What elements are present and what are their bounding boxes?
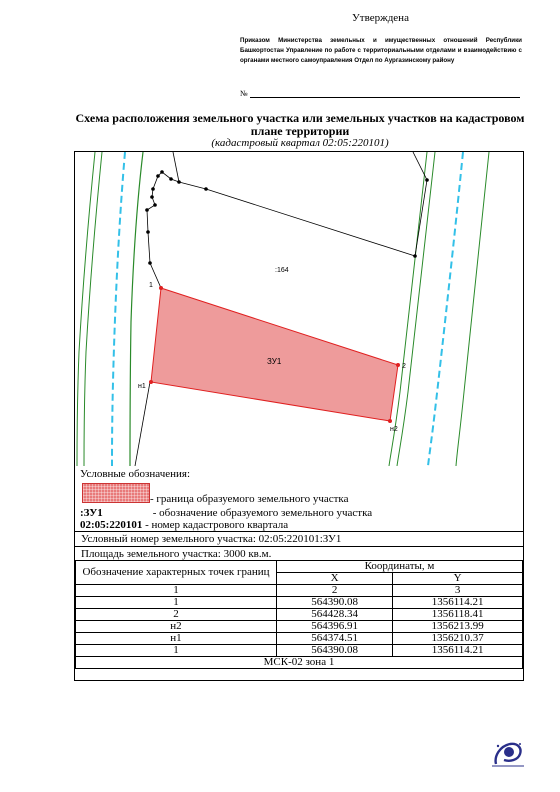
header-y: Y [393,573,523,585]
header-coords: Координаты, м [277,561,523,573]
point-label-n1: н1 [138,383,146,390]
number-blank [250,88,520,98]
legend-quarter-text: - номер кадастрового квартала [145,519,289,531]
header-points: Обозначение характерных точек границ [76,561,277,585]
x-cell: 564374.51 [277,633,393,645]
new-parcel-zu1 [151,288,398,421]
table-index-row [76,585,523,597]
y-cell: 1356213.99 [393,621,523,633]
point-label-1: 1 [149,282,153,289]
order-text: Приказом Министерства земельных и имущественных отношений Республики Башкортостан Управление по работе с территориальными отделами и взаимодействию с органами местного самоуправления Отдел по Аургазинскому району [240,37,522,64]
legend-designation-code: :ЗУ1 [80,507,103,519]
approved-label: Утверждена [352,12,409,24]
table-row [76,621,523,633]
road-line [130,152,143,466]
emblem-logo-icon [490,738,526,768]
point-label-n2: н2 [390,426,398,433]
legend-designation-text: - обозначение образуемого земельного участка [152,507,373,519]
point-cell: н2 [76,621,277,633]
cadastral-map [75,152,523,466]
road-line [84,152,102,466]
index-cell: 1 [76,585,277,597]
y-cell: 1356118.41 [393,609,523,621]
existing-parcel-top [173,152,179,182]
number-sign: № [240,89,248,98]
table-row [76,645,523,657]
info-block [75,531,523,561]
legend-designation-row [80,507,520,519]
legend-quarter-code: 02:05:220101 [80,519,143,531]
y-cell: 1356114.21 [393,645,523,657]
x-cell: 564428.34 [277,609,393,621]
y-cell: 1356114.21 [393,597,523,609]
index-cell: 3 [393,585,523,597]
point-cell: 1 [76,597,277,609]
document-title: Схема расположения земельного участка или земельных участков на кадастровом плане территории [75,111,525,138]
road-line [397,152,435,466]
x-cell: 564390.08 [277,597,393,609]
legend-boundary-text: - граница образуемого земельного участка [150,493,349,505]
index-cell: 2 [277,585,393,597]
document-subtitle: (кадастровый квартал 02:05:220101) [211,137,389,149]
table-row [76,609,523,621]
point-cell: 2 [76,609,277,621]
parcel-area: Площадь земельного участка: 3000 кв.м. [75,546,523,561]
coordinates-table [75,560,523,669]
road-line [389,152,427,466]
legend-title: Условные обозначения: [80,468,191,480]
water-line [428,152,463,466]
point-cell: 1 [76,645,277,657]
road-line [456,152,489,466]
order-number-line [240,88,520,98]
coordinate-system: МСК-02 зона 1 [76,657,523,669]
y-cell: 1356210.37 [393,633,523,645]
existing-parcel-label: :164 [275,267,289,274]
water-line [112,152,125,466]
x-cell: 564396.91 [277,621,393,633]
table-row [76,597,523,609]
table-footer-row [76,657,523,669]
point-cell: н1 [76,633,277,645]
conditional-number: Условный номер земельного участка: 02:05:220101:ЗУ1 [75,531,523,546]
legend-quarter-row [80,519,520,531]
x-cell: 564390.08 [277,645,393,657]
point-label-2: 2 [402,363,406,370]
table-row [76,633,523,645]
new-parcel-label: ЗУ1 [267,357,282,366]
road-line [77,152,95,466]
legend-parcel-swatch [82,483,150,503]
survey-line [135,382,150,466]
header-x: X [277,573,393,585]
